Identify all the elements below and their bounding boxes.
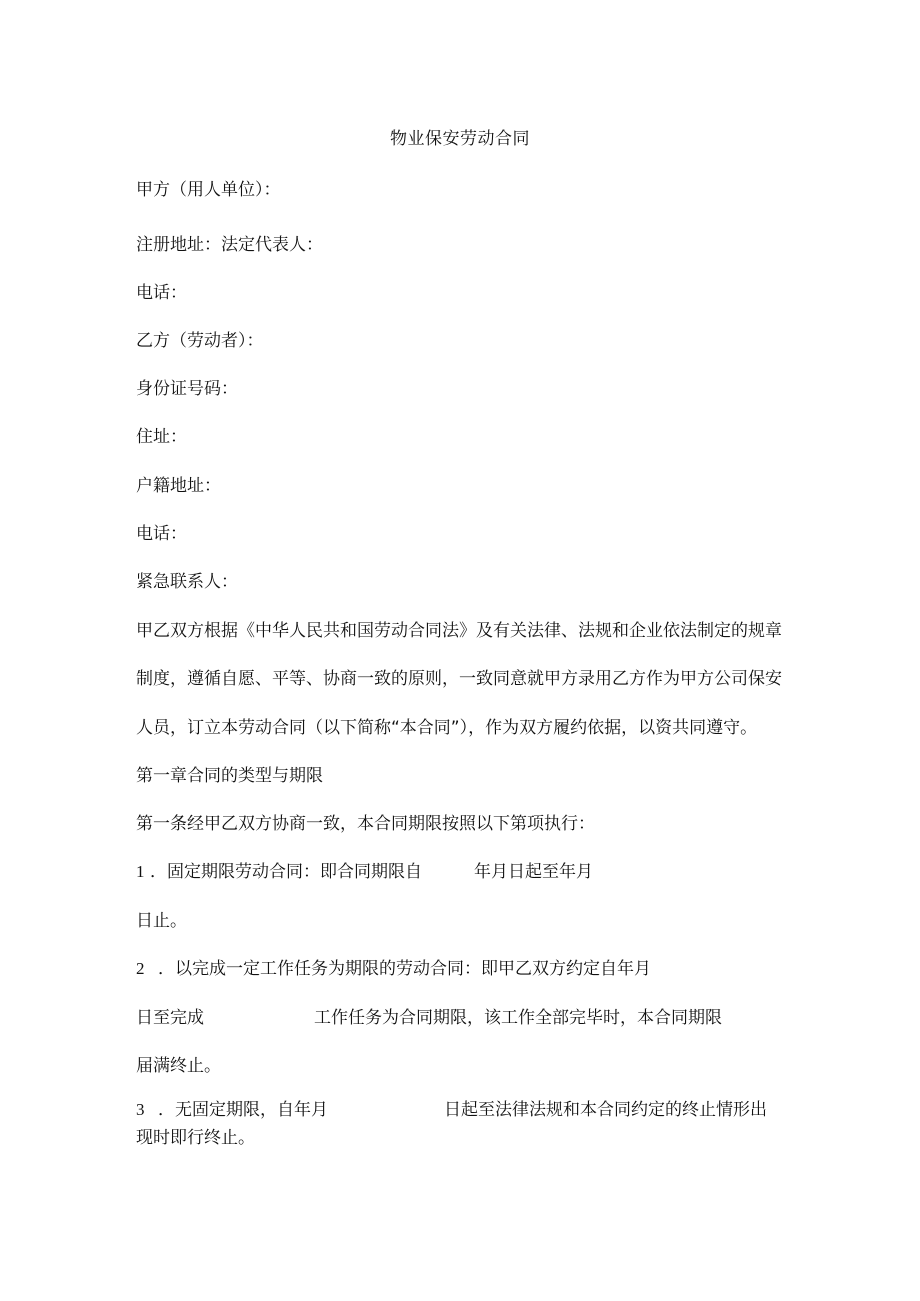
phone-b-line: 电话：	[136, 524, 187, 544]
item-3-continuation: 现时即行终止。	[136, 1128, 255, 1148]
preamble-line-3: 人员，订立本劳动合同（以下简称“本合同”），作为双方履约依据，以资共同遵守。	[136, 718, 758, 738]
household-address-line: 户籍地址：	[136, 476, 221, 496]
item-1-text-b: 年月日起至年月	[474, 862, 593, 882]
item-2-cont-b: 工作任务为合同期限，该工作全部完毕时，本合同期限	[314, 1008, 722, 1028]
chapter-heading: 第一章合同的类型与期限	[136, 766, 323, 786]
id-number-line: 身份证号码：	[136, 379, 238, 399]
preamble-line-1: 甲乙双方根据《中华人民共和国劳动合同法》及有关法律、法规和企业依法制定的规章	[136, 621, 782, 641]
emergency-contact-line: 紧急联系人：	[136, 572, 238, 592]
item-2-text-a: ．以完成一定工作任务为期限的劳动合同：即甲乙双方约定自年月	[158, 959, 651, 979]
residence-line: 住址：	[136, 427, 187, 447]
item-2-end: 届满终止。	[136, 1056, 221, 1076]
item-1-number: 1	[136, 862, 145, 881]
item-3-text-a: ．无固定期限，自年月	[158, 1100, 328, 1120]
party-a-line: 甲方（用人单位）：	[136, 180, 281, 200]
item-1-text-a: ．固定期限劳动合同：即合同期限自	[150, 862, 422, 882]
preamble-line-2: 制度，遵循自愿、平等、协商一致的原则，一致同意就甲方录用乙方作为甲方公司保安	[136, 669, 782, 689]
phone-a-line: 电话：	[136, 283, 187, 303]
article-1: 第一条经甲乙双方协商一致，本合同期限按照以下第项执行：	[136, 814, 595, 834]
document-title: 物业保安劳动合同	[390, 129, 530, 149]
item-1-continuation: 日止。	[136, 911, 187, 931]
item-2-number: 2	[136, 959, 145, 978]
item-3-number: 3	[136, 1100, 145, 1119]
item-2-cont-a: 日至完成	[136, 1008, 204, 1028]
item-3-text-b: 日起至法律法规和本合同约定的终止情形出	[444, 1100, 767, 1120]
address-rep-line: 注册地址：法定代表人：	[136, 235, 323, 255]
party-b-line: 乙方（劳动者）：	[136, 331, 264, 351]
